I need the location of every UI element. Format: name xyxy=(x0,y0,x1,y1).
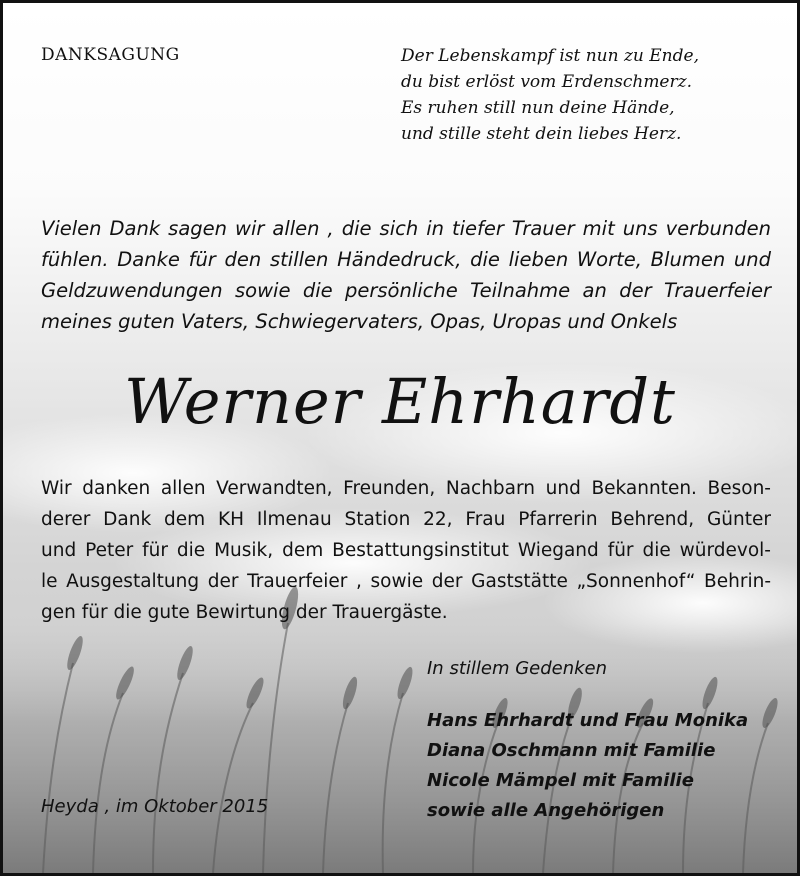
mourner-line: Diana Oschmann mit Familie xyxy=(427,740,716,761)
text-line: und Peter für die Musik, dem Bestattungsinstitut Wiegand für die würdevol- xyxy=(41,540,771,561)
heading-danksagung: DANKSAGUNG xyxy=(41,45,180,65)
poem xyxy=(401,43,761,147)
poem-line: und stille steht dein liebes Herz. xyxy=(401,124,682,144)
text-line: derer Dank dem KH Ilmenau Station 22, Frau Pfarrerin Behrend, Günter xyxy=(41,509,771,530)
text-line: fühlen. Danke für den stillen Händedruck, die lieben Worte, Blumen und xyxy=(41,248,771,271)
mourner-line: Hans Ehrhardt und Frau Monika xyxy=(427,710,749,731)
deceased-name: Werner Ehrhardt xyxy=(124,365,676,438)
mourners-list xyxy=(427,706,748,826)
mourner-line: Nicole Mämpel mit Familie xyxy=(427,770,694,791)
thanks-detail-paragraph xyxy=(41,473,771,628)
text-line: le Ausgestaltung der Trauerfeier , sowie der Gaststätte „Sonnenhof“ Behrin- xyxy=(41,571,771,592)
place-date: Heyda , im Oktober 2015 xyxy=(41,796,269,817)
text-line: Geldzuwendungen sowie die persönliche Teilnahme an der Trauerfeier xyxy=(41,279,771,302)
poem-line: Der Lebenskampf ist nun zu Ende, xyxy=(401,46,699,66)
mourner-line: sowie alle Angehörigen xyxy=(427,800,665,821)
text-line: meines guten Vaters, Schwiegervaters, Opas, Uropas und Onkels xyxy=(41,310,678,333)
text-line: Wir danken allen Verwandten, Freunden, Nachbarn und Bekannten. Beson- xyxy=(41,478,771,499)
poem-line: du bist erlöst vom Erdenschmerz. xyxy=(401,72,692,92)
thanks-intro-paragraph xyxy=(41,213,771,337)
text-line: gen für die gute Bewirtung der Trauergäste. xyxy=(41,602,448,623)
poem-line: Es ruhen still nun deine Hände, xyxy=(401,98,675,118)
in-memory-text: In stillem Gedenken xyxy=(427,658,608,679)
text-line: Vielen Dank sagen wir allen , die sich in tiefer Trauer mit uns verbunden xyxy=(41,217,771,240)
